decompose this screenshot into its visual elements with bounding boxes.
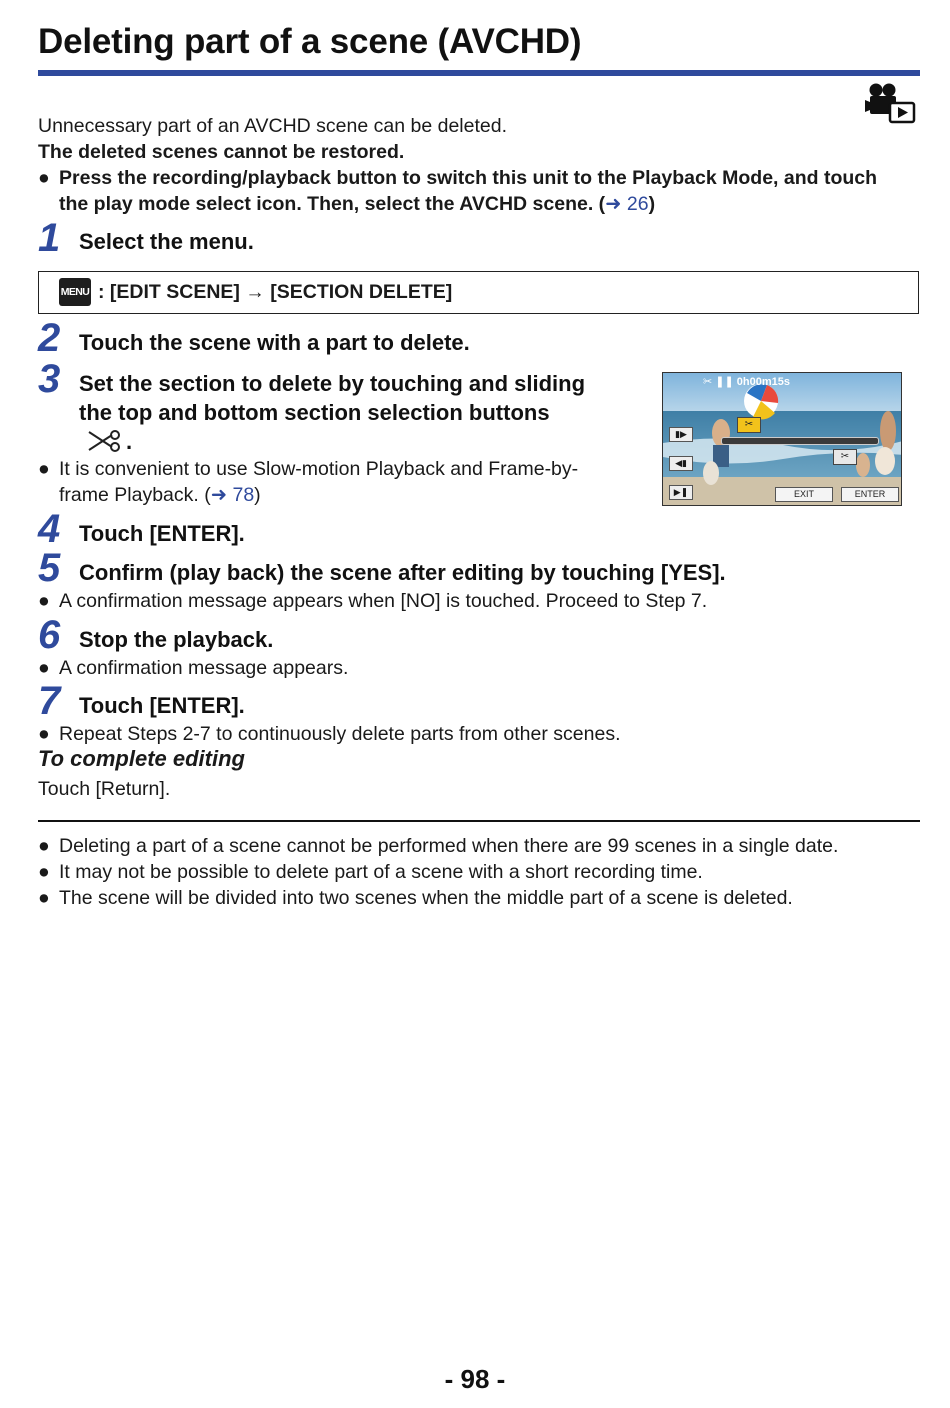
step-3-note-cont <box>59 482 261 508</box>
menu-path: : [EDIT SCENE] → [SECTION DELETE] <box>98 281 453 303</box>
step-5-text: Confirm (play back) the scene after editing by touching [YES]. <box>79 560 726 585</box>
step-3-text: Set the section to delete by touching and sliding <box>79 371 586 396</box>
intro-bullet-text-2: the play mode select icon. Then, select the AVCHD scene. ( <box>59 193 606 215</box>
bullet-dot: ● <box>38 887 50 909</box>
section-bar[interactable] <box>721 437 879 445</box>
slow-rewind-icon[interactable]: ◀▮ <box>669 456 693 471</box>
page-number: - 98 - <box>444 1364 506 1394</box>
step-1-text: Select the menu. <box>79 229 254 254</box>
bullet-dot: ● <box>38 167 50 189</box>
notes-divider <box>38 820 920 822</box>
bullet-dot: ● <box>38 458 50 480</box>
intro-text: Unnecessary part of an AVCHD scene can be deleted. <box>38 115 507 137</box>
step-7-note <box>38 721 620 747</box>
step-7-text: Touch [ENTER]. <box>79 693 245 718</box>
step-4-number: 4 <box>38 507 61 551</box>
bullet-dot: ● <box>38 657 50 679</box>
intro-bullet-close: ) <box>648 193 656 215</box>
top-section-button[interactable]: ✂ <box>737 417 761 433</box>
pause-icon: ❚❚ <box>715 376 734 388</box>
menu-icon: MENU <box>59 278 91 306</box>
enter-button[interactable]: ENTER <box>841 487 899 502</box>
step-6-note <box>38 655 348 681</box>
step-6-number: 6 <box>38 613 61 657</box>
warning-text: The deleted scenes cannot be restored. <box>38 141 405 163</box>
note-item <box>38 885 793 911</box>
cut-icon: ✂ <box>703 376 713 388</box>
page-link-78[interactable]: ➜ 78 <box>210 484 255 506</box>
intro-bullet-text: Press the recording/playback button to switch this unit to the Playback Mode, and touch <box>59 167 878 189</box>
section-selection-icon <box>86 428 122 454</box>
step-5-number: 5 <box>38 546 61 590</box>
complete-text: Touch [Return]. <box>38 778 171 800</box>
bullet-dot: ● <box>38 835 50 857</box>
play-pause-icon[interactable]: ▶❚ <box>669 485 693 500</box>
slow-play-icon[interactable]: ▮▶ <box>669 427 693 442</box>
note-text: Deleting a part of a scene cannot be performed when there are 99 scenes in a single date. <box>59 835 839 857</box>
step-3-number: 3 <box>38 357 61 401</box>
bullet-dot: ● <box>38 861 50 883</box>
note-text: It may not be possible to delete part of a scene with a short recording time. <box>59 861 703 883</box>
screen-illustration <box>662 372 902 506</box>
bullet-dot: ● <box>38 723 50 745</box>
step-6-text: Stop the playback. <box>79 627 274 652</box>
motion-picture-playback-icon <box>862 82 916 126</box>
step-3-note <box>38 456 578 482</box>
playback-time: 0h00m15s <box>736 376 790 388</box>
bullet-dot: ● <box>38 590 50 612</box>
step-2-text: Touch the scene with a part to delete. <box>79 330 470 355</box>
complete-heading: To complete editing <box>38 746 245 771</box>
step-3-note-close: ) <box>254 484 261 506</box>
step-6-note-text: A confirmation message appears. <box>59 657 349 679</box>
intro-bullet <box>38 165 877 191</box>
step-7-note-text: Repeat Steps 2-7 to continuously delete parts from other scenes. <box>59 723 621 745</box>
step-4-text: Touch [ENTER]. <box>79 521 245 546</box>
exit-button[interactable]: EXIT <box>775 487 833 502</box>
note-text: The scene will be divided into two scenes when the middle part of a scene is deleted. <box>59 887 793 909</box>
intro-bullet-cont <box>59 191 655 217</box>
title-underline <box>38 70 920 76</box>
time-display <box>703 375 790 388</box>
page-title: Deleting part of a scene (AVCHD) <box>38 22 582 61</box>
step-2-number: 2 <box>38 316 61 360</box>
note-item <box>38 833 838 859</box>
page-link-26[interactable]: ➜ 26 <box>605 193 649 215</box>
step-1-number: 1 <box>38 216 61 260</box>
step-3-text-3: . <box>126 429 133 454</box>
step-7-number: 7 <box>38 679 61 723</box>
step-3-text-2: the top and bottom section selection buttons <box>79 400 550 425</box>
step-3-note-text: It is convenient to use Slow-motion Playback and Frame-by- <box>59 458 579 480</box>
step-3-note-text-2: frame Playback. ( <box>59 484 211 506</box>
step-5-note-text: A confirmation message appears when [NO] is touched. Proceed to Step 7. <box>59 590 708 612</box>
note-item <box>38 859 703 885</box>
step-5-note <box>38 588 707 614</box>
bottom-section-button[interactable]: ✂ <box>833 449 857 465</box>
